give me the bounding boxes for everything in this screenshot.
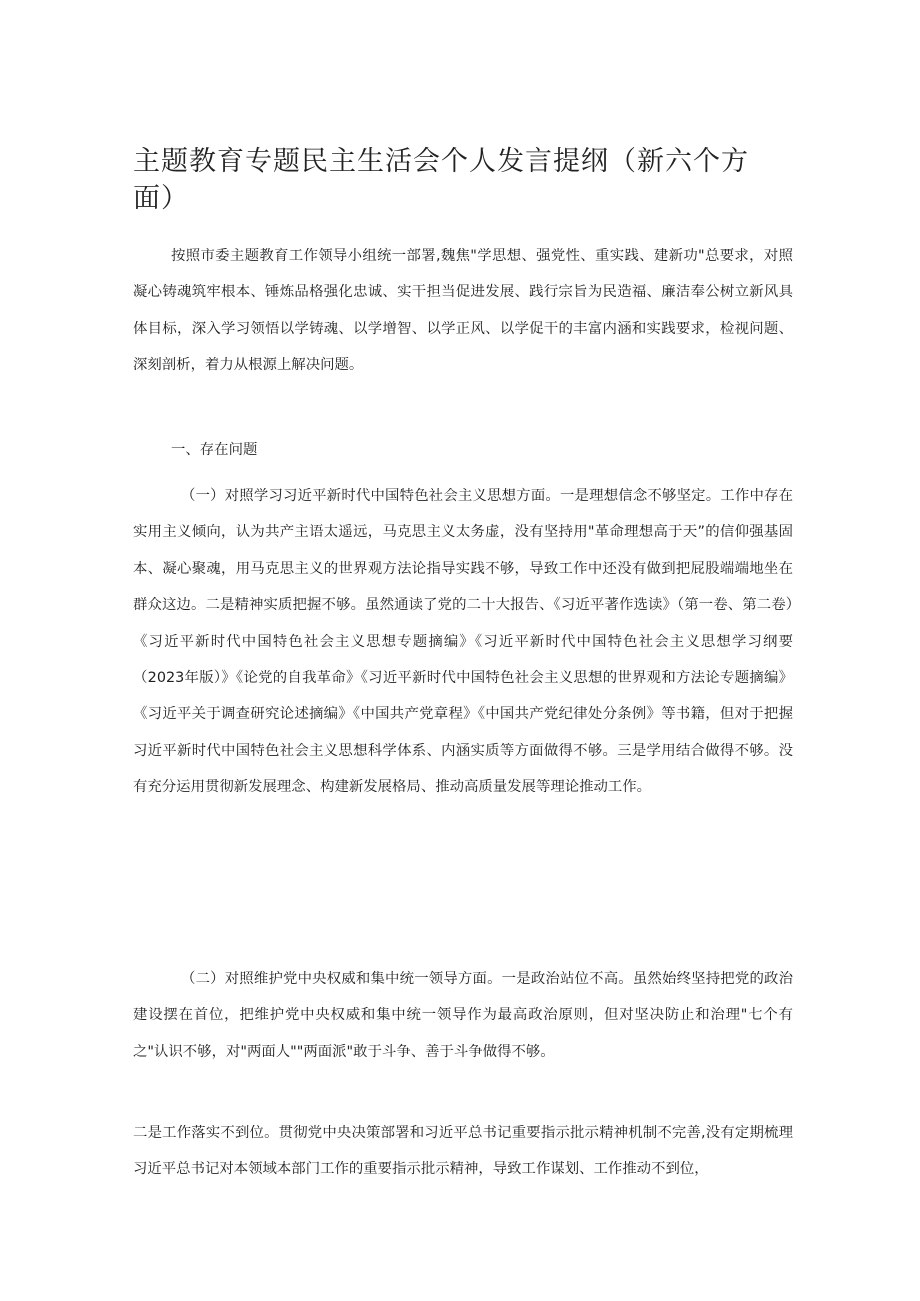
paragraph-work-implementation: 二是工作落实不到位。贯彻党中央决策部署和习近平总书记重要指示批示精神机制不完善,没有定期梳理习近平总书记对本领域本部门工作的重要指示批示精神，导致工作谋划、工作推动不到位，: [133, 1125, 793, 1178]
section-heading-existing-problems: 一、存在问题: [171, 442, 258, 458]
paragraph-section-1: （一）对照学习习近平新时代中国特色社会主义思想方面。一是理想信念不够坚定。工作中存在实用主义倾向，认为共产主语太遥远，马克思主义太务虚，没有坚持用"革命理想高于天”的信仰强基固本、凝心聚魂，用马克思主义的世界观方法论指导实践不够，导致工作中还没有做到把屁股端端地坐在群众这边。二是精神实质把握不够。虽然通读了党的二十大报告、《习近平著作选读》（第一卷、第二卷）《习近平新时代中国特色社会主义思想专题摘编》《习近平新时代中国特色社会主义思想学习纲要（2023年版）》《论党的自我革命》《习近平新时代中国特色社会主义思想的世界观和方法论专题摘编》《习近平关于调查研究论述摘编》《中国共产党章程》《中国共产党纪律处分条例》等书籍，但对于把握习近平新时代中国特色社会主义思想科学体系、内涵实质等方面做得不够。三是学用结合做得不够。没有充分运用贯彻新发展理念、构建新发展格局、推动高质量发展等理论推动工作。: [133, 488, 793, 796]
intro-paragraph: 按照市委主题教育工作领导小组统一部署,魏焦"学思想、强党性、重实践、建新功"总要求，对照凝心铸魂筑牢根本、锤炼品格强化忠诚、实干担当促进发展、践行宗旨为民造福、廉洁奉公树立新风具体目标，深入学习领悟以学铸魂、以学增智、以学正风、以学促干的丰富内涵和实践要求，检视问题、深刻剖析，着力从根源上解决问题。: [133, 248, 793, 374]
paragraph-section-2: （二）对照维护党中央权威和集中统一领导方面。一是政治站位不高。虽然始终坚持把党的政治建设摆在首位，把维护党中央权威和集中统一领导作为最高政治原则，但对坚决防止和治理"七个有之"认识不够，对"两面人""两面派"敢于斗争、善于斗争做得不够。: [133, 971, 793, 1060]
document-title: 主题教育专题民主生活会个人发言提纲（新六个方面）: [133, 146, 749, 214]
